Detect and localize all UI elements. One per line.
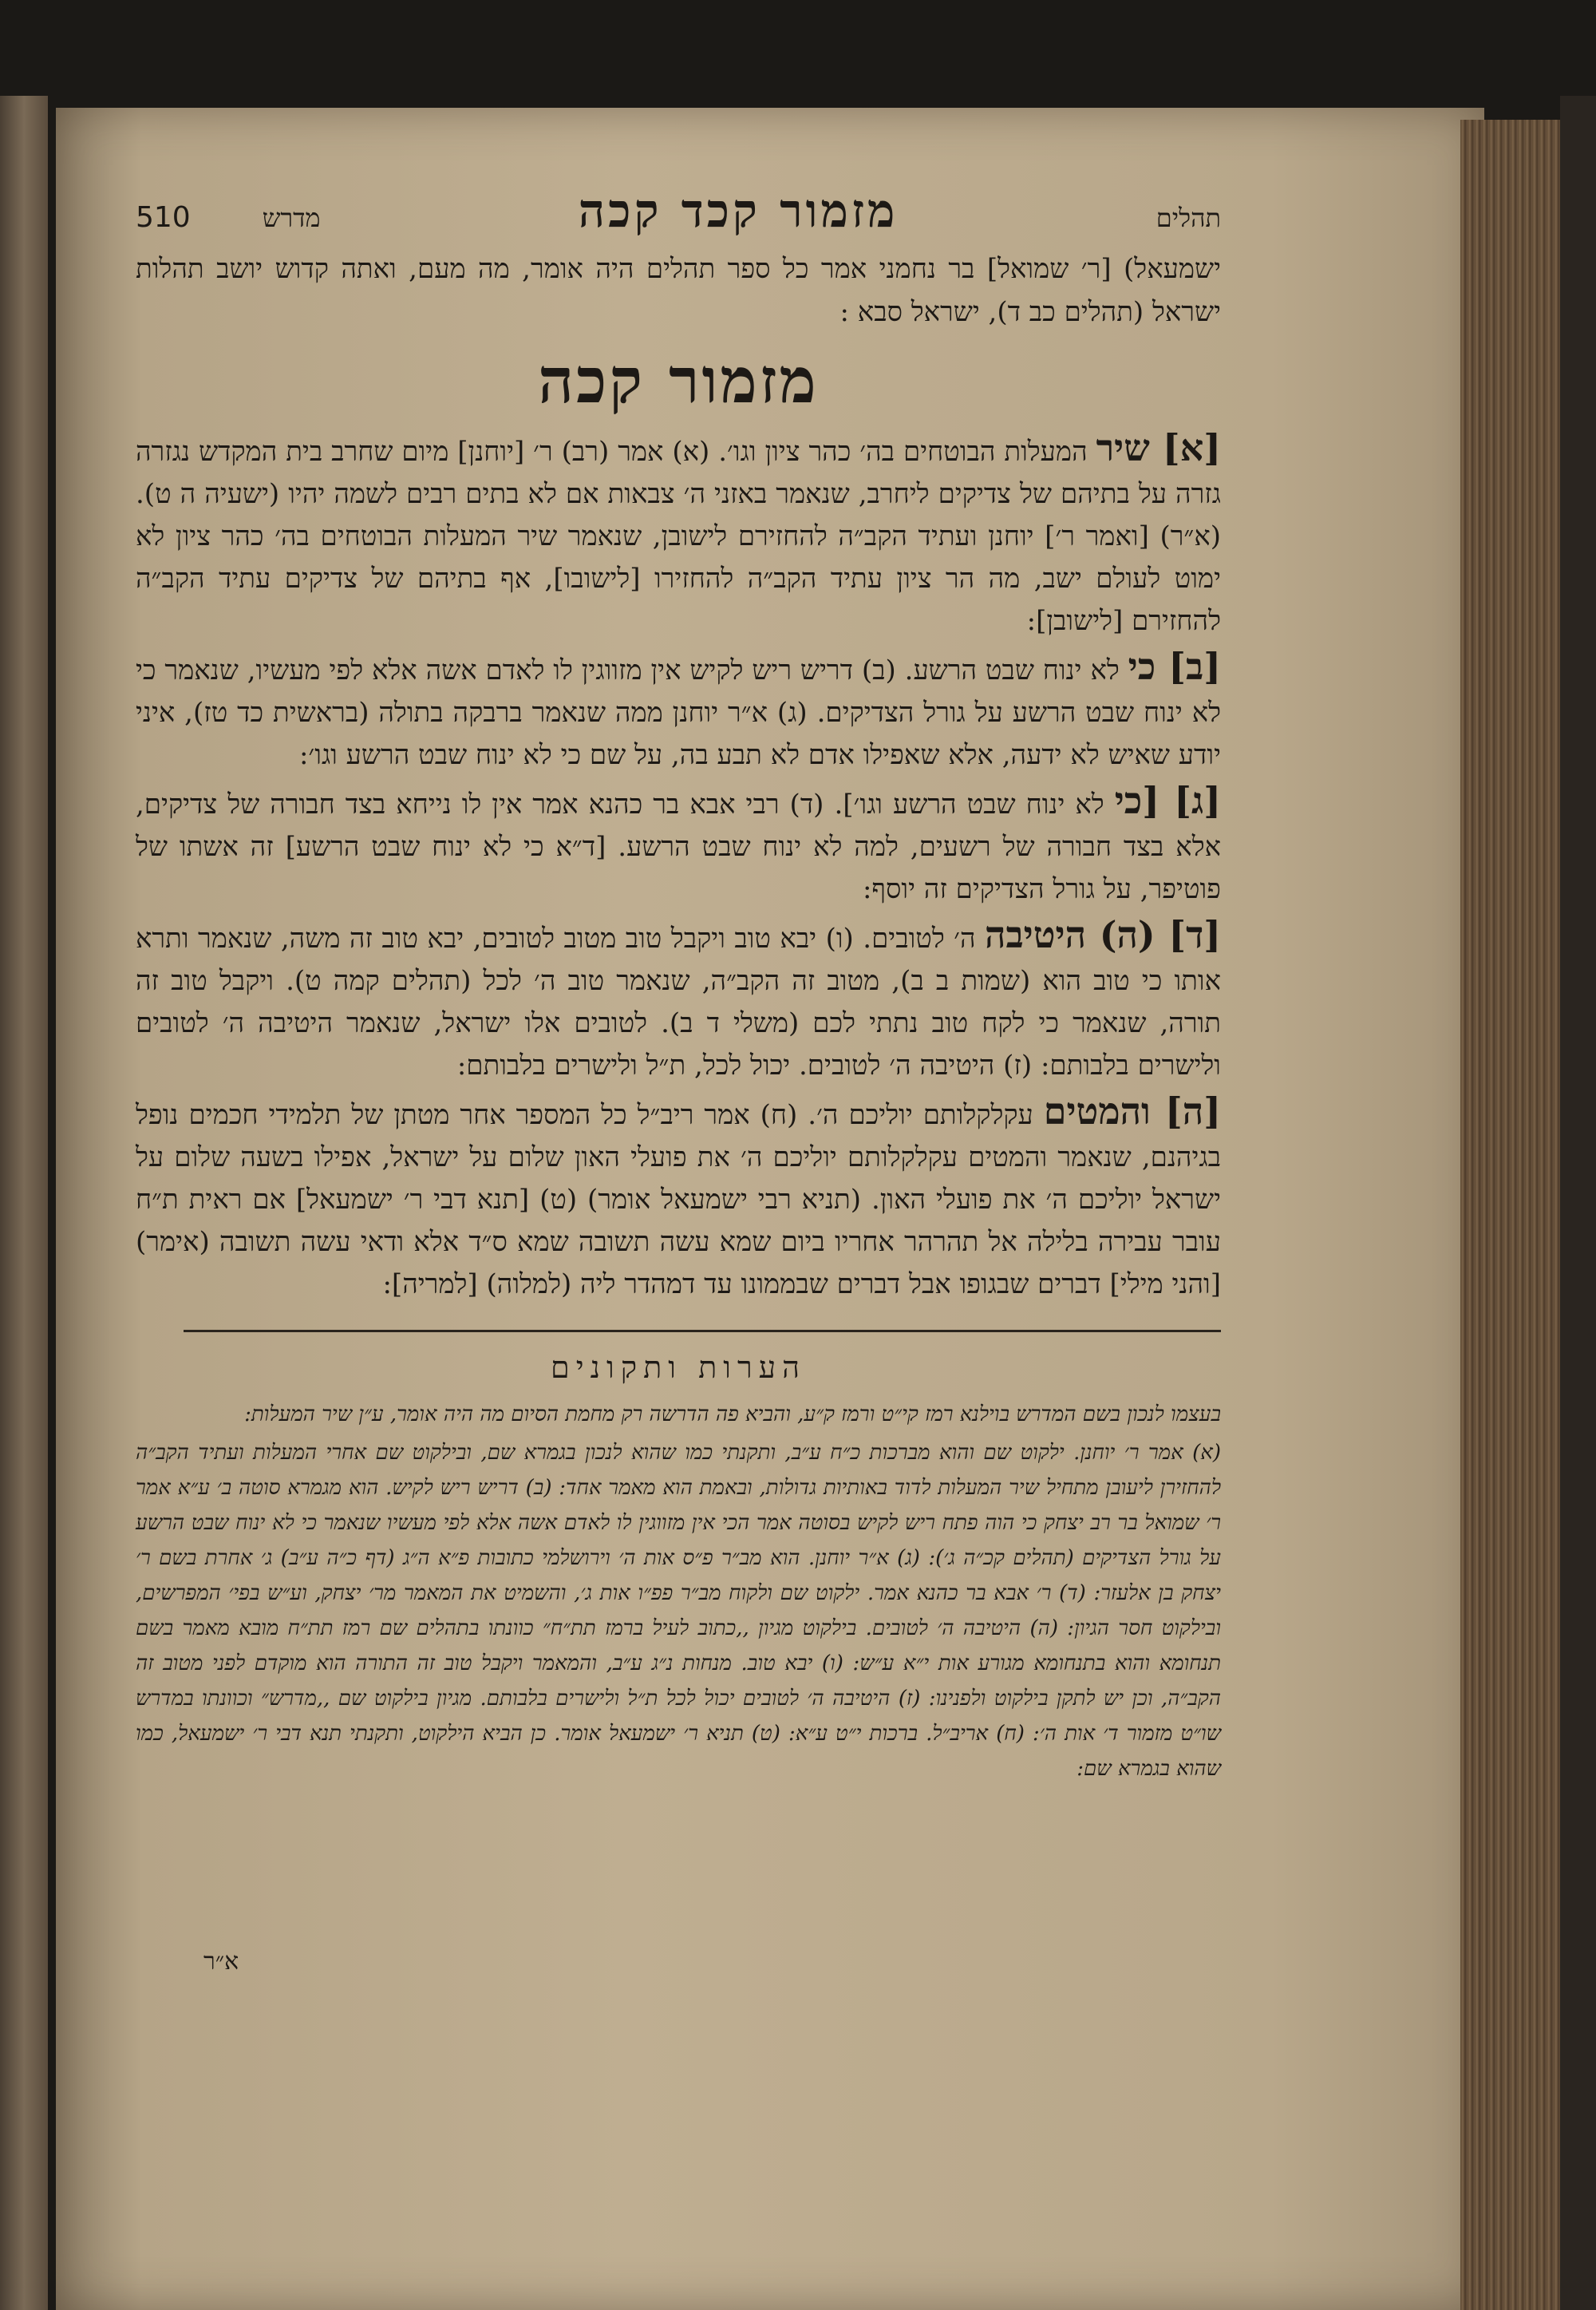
paragraph-text: עקלקלותם יוליכם ה׳. (ח) אמר ריב״ל כל המספר אחר מטתן של תלמידי חכמים נופל בגיהנם, שנאמר והמטים עקלקלותם יוליכם ה׳ את פועלי האון שלום על ישראל, אפילו בשעה שלום על ישראל יוליכם ה׳ את פועלי האון. (תניא רבי ישמעאל אומר) (ט) [תנא דבי ר׳ ישמעאל] אם ראית ת״ח עובר עבירה בלילה אל תהרהר אחריו ביום שמא עשה תשובה שמא ס״ד אלא ודאי עשה תשובה (אימר) [והני מילי] דברים שבגופו אבל דברים שבממונו עד דמהדר ליה (למלוה) [למריה]: (136, 1099, 1221, 1300)
paragraph-lead: [ג] [כי (1114, 779, 1221, 822)
note-paragraph-2: (א) אמר ר׳ יוחנן. ילקוט שם והוא מברכות כ״ח ע״ב, ותקנתי כמו שהוא לנכון בגמרא שם, ובילקוט שם אחרי המעלות ועתיד הקב״ה להחזירן ליעובן מתחיל שיר המעלות לדוד באותיות גדולות, ובאמת הוא מאמר אחד: (ב) דריש ריש לקיש. הוא מגמרא סוטה ב׳ ע״א אמר ר׳ שמואל בר רב יצחק כי הוה פתח ריש לקיש בסוטה אמר הכי אין מזווגין לו לאדם אשה אלא לפי מעשיו שנאמר כי לא ינוח שבט הרשע על גורל הצדיקים (תהלים קכ״ה ג׳): (ג) א״ר יוחנן. הוא מב״ר פ״ס אות ה׳ וירושלמי כתובות פ״א ה״ג (דף כ״ה ע״ב) ג׳ אחרת בשם ר׳ יצחק בן אלעזר: (ד) ר׳ אבא בר כהנא אמר. ילקוט שם ולקוח מב״ר פפ״ו אות ג׳, והשמיט את המאמר מר׳ יצחק, וע״ש בפי׳ המפרשים, ובילקוט חסר הגיון: (ה) היטיבה ה׳ לטובים. בילקוט מגיון ,,כתוב לעיל ברמז תת״ח״ כוונתו בתהלים שם רמז תת״ח מובא מאמר בשם תנחומא והוא בתנחומא מגורע אות י״א ע״ש: (ו) יבא טוב. מנחות נ״ג ע״ב, והמאמר ויקבל טוב זה התורה הוא מוקדם לפני מטוב זה הקב״ה, וכן יש לתקן בילקוט ולפנינו: (ז) היטיבה ה׳ לטובים יכול לכל ת״ל ולישרים בלבותם. מגיון בילקוט שם ,,מדרש״ וכוונתו במדרש שו״ט מזמור ד׳ אות ה׳: (ח) אריב״ל. ברכות י״ט ע״א: (ט) תניא ר׳ ישמעאל אומר. כן הביא הילקוט, ותקנתי תנא דבי ר׳ ישמעאל, כמו שהוא בגמרא שם: (136, 1441, 1221, 1781)
running-head-title: מזמור קכד קכה (578, 184, 899, 238)
footer-signature: א״ר (203, 1948, 239, 1976)
book-spine-left (0, 96, 48, 2310)
running-head-midrash: מדרש (262, 203, 321, 233)
running-head-book: תהלים (1156, 203, 1221, 233)
paragraph-lead: [ד] (ה) היטיבה (985, 913, 1221, 956)
book-cover (1560, 96, 1596, 2310)
notes-title: הערות ותקונים (551, 1350, 806, 1385)
paragraph-1 (136, 427, 1221, 643)
paragraph-text: ה׳ לטובים. (ו) יבא טוב ויקבל טוב מטוב לטובים, יבא טוב זה משה, שנאמר ותרא אותו כי טוב הוא (שמות ב ב), מטוב זה הקב״ה, שנאמר טוב ה׳ לכל (תהלים קמה ט). ויקבל טוב זה תורה, שנאמר כי לקח טוב נתתי לכם (משלי ד ב). לטובים אלו ישראל, שנאמר היטיבה ה׳ לטובים ולישרים בלבותם: (ז) היטיבה ה׳ לטובים. יכול לכל, ת״ל ולישרים בלבותם: (136, 923, 1221, 1082)
paragraph-4 (136, 914, 1221, 1087)
paragraph-lead: [א] שיר (1096, 426, 1222, 469)
paragraph-text: לא ינוח שבט הרשע וגו׳]. (ד) רבי אבא בר כהנא אמר אין לו נייחא בצד חבורה של צדיקים, אלא בצד חבורה של רשעים, למה לא ינוח שבט הרשע. [ד״א כי לא ינוח שבט הרשע] זה אשתו של פוטיפר, על גורל הצדיקים זה יוסף: (136, 789, 1221, 905)
paragraph-text: לא ינוח שבט הרשע. (ב) דריש ריש לקיש אין מזווגין לו לאדם אשה אלא לפי מעשיו, שנאמר כי לא ינוח שבט הרשע על גורל הצדיקים. (ג) א״ר יוחנן ממה שנאמר ברבקה בתולה (בראשית כד טז), איני יודע שאיש לא ידעה, אלא שאפילו אדם לא תבע בה, על שם כי לא ינוח שבט הרשע וגו׳: (136, 655, 1221, 771)
note-paragraph-1: בעצמו לנכון בשם המדרש בוילנא רמז קי״ט ורמז ק״ע, והביא פה הדרשה רק מחמת הסיום מה היה אומר, ע״ן שיר המעלות: (244, 1402, 1221, 1426)
paragraph-5 (136, 1090, 1221, 1306)
running-head (136, 184, 1221, 239)
section-divider (184, 1330, 1221, 1332)
intro-text: ישמעאל) [ר׳ שמואל] בר נחמני אמר כל ספר תהלים היה אומר, מה מעם, ואתה קדוש יושב תהלות ישראל (תהלים כב ד), ישראל סבא : (136, 253, 1221, 328)
page-content (136, 184, 1221, 1790)
page-number: 510 (136, 201, 191, 234)
paragraph-lead: [ה] והמטים (1043, 1090, 1221, 1133)
psalm-heading: מזמור קכה (538, 345, 819, 417)
paragraph-2 (136, 646, 1221, 777)
paragraph-lead: [ב] כי (1128, 645, 1221, 688)
running-head-left (136, 201, 320, 234)
paragraph-3 (136, 780, 1221, 911)
paragraph-text: המעלות הבוטחים בה׳ כהר ציון וגו׳. (א) אמר (רב) ר׳ [יוחנן] מיום שחרב בית המקדש נגזרה גזרה על בתיהם של צדיקים ליחרב, שנאמר באזני ה׳ צבאות אם לא בתים רבים לשמה יהיו (ישעיה ה ט). (א״ר) [ואמר ר׳] יוחנן ועתיד הקב״ה להחזירם לישובן, שנאמר שיר המעלות הבוטחים בה׳ כהר ציון לא ימוט לעולם ישב, מה הר ציון עתיד הקב״ה להחזירו [לישובו], אף בתיהם של צדיקים עתיד הקב״ה להחזירם [לישובן]: (136, 436, 1221, 637)
page-edges (1460, 120, 1564, 2310)
